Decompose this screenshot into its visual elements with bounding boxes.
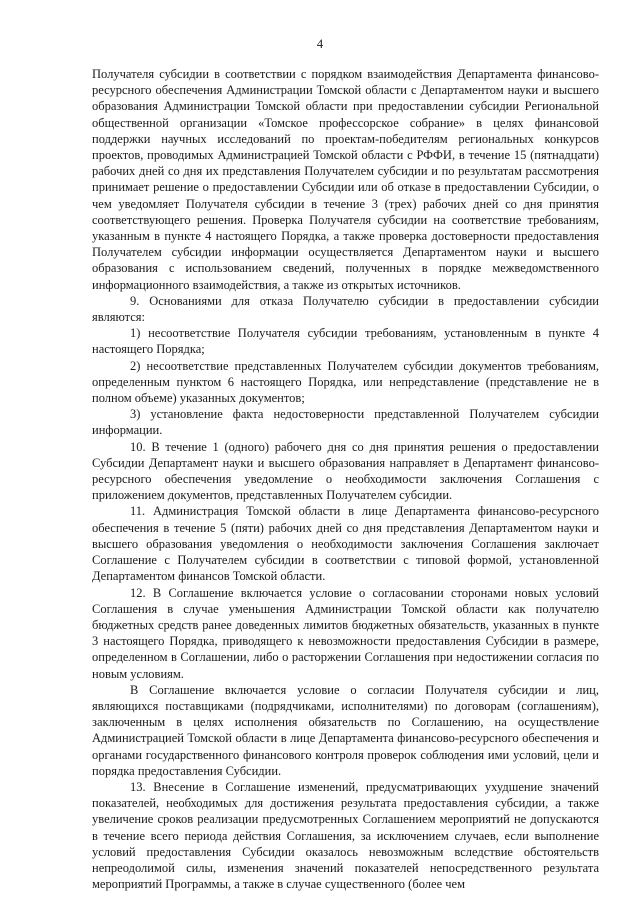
document-body	[92, 66, 599, 892]
paragraph-12-consent: В Соглашение включается условие о согласии Получателя субсидии и лиц, являющихся поставщиками (подрядчиками, исполнителями) по договорам (соглашениям), заключенным в целях исполнения обязательств по Соглашению, на осуществление Администрацией Томской области в лице Департамента финансово-ресурсного обеспечения и органами государственного финансового контроля проверок соблюдения ими условий, цели и порядка предоставления Субсидии.	[92, 682, 599, 778]
paragraph-12: 12. В Соглашение включается условие о согласовании сторонами новых условий Соглашения в случае уменьшения Администрации Томской области как получателю бюджетных средств ранее доведенных лимитов бюджетных обязательств, указанных в пункте 3 настоящего Порядка, приводящего к невозможности предоставления Субсидии в размере, определенном в Соглашении, либо о расторжении Соглашения при недостижении согласия по новым условиям.	[92, 585, 599, 681]
paragraph-9-item-1: 1) несоответствие Получателя субсидии требованиям, установленным в пункте 4 настоящего Порядка;	[92, 326, 599, 357]
paragraph-9-item-2: 2) несоответствие представленных Получателем субсидии документов требованиям, определенным пунктом 6 настоящего Порядка, или непредставление (представление не в полном объеме) указанных документов;	[92, 358, 599, 406]
page-number: 4	[316, 37, 324, 51]
paragraph-9-grounds-for-refusal: 9. Основаниями для отказа Получателю субсидии в предоставлении субсидии являются:	[92, 293, 599, 325]
paragraph-13: 13. Внесение в Соглашение изменений, предусматривающих ухудшение значений показателей, необходимых для достижения результата предоставления субсидии, а также увеличение сроков реализации предусмотренных Соглашением мероприятий не допускаются в течение всего периода действия Соглашения, за исключением случаев, если выполнение условий предоставления Субсидии оказалось невозможным вследствие обстоятельств непреодолимой силы, изменения значений показателей непосредственного результата мероприятий Программы, а также в случае существенного (более чем	[92, 779, 599, 892]
paragraph-continuation: Получателя субсидии в соответствии с порядком взаимодействия Департамента финансово-ресурсного обеспечения Администрации Томской области с Департаментом науки и высшего образования Администрации Томской области при предоставлении субсидии Региональной общественной организации «Томское профессорское собрание» в целях финансовой поддержки научных исследований по проектам-победителям региональных конкурсов проектов, проводимых Администрацией Томской области с РФФИ, в течение 15 (пятнадцати) рабочих дней со дня их представления Получателем субсидии и по результатам рассмотрения принимает решение о предоставлении Субсидии или об отказе в предоставлении Субсидии, о чем уведомляет Получателя субсидии в течение 3 (трех) рабочих дней со дня принятия соответствующего решения. Проверка Получателя субсидии на соответствие требованиям, указанным в пункте 4 настоящего Порядка, а также проверка достоверности предоставления Получателем субсидии информации осуществляется Департаментом науки и высшего образования с использованием сведений, полученных в порядке межведомственного информационного взаимодействия, а также из открытых источников.	[92, 67, 599, 292]
paragraph-11: 11. Администрация Томской области в лице Департамента финансово-ресурсного обеспечения в течение 5 (пяти) рабочих дней со дня представления Департаментом науки и высшего образования уведомления о необходимости заключения Соглашения заключает Соглашение с Получателем субсидии в соответствии с типовой формой, установленной Департаментом финансов Томской области.	[92, 504, 599, 584]
paragraph-9-item-3: 3) установление факта недостоверности представленной Получателем субсидии информации.	[92, 407, 599, 438]
paragraph-10: 10. В течение 1 (одного) рабочего дня со дня принятия решения о предоставлении Субсидии Департамент науки и высшего образования направляет в Департамент финансово-ресурсного обеспечения уведомление о необходимости заключения Соглашения с приложением документов, представленных Получателем субсидии.	[92, 439, 599, 503]
